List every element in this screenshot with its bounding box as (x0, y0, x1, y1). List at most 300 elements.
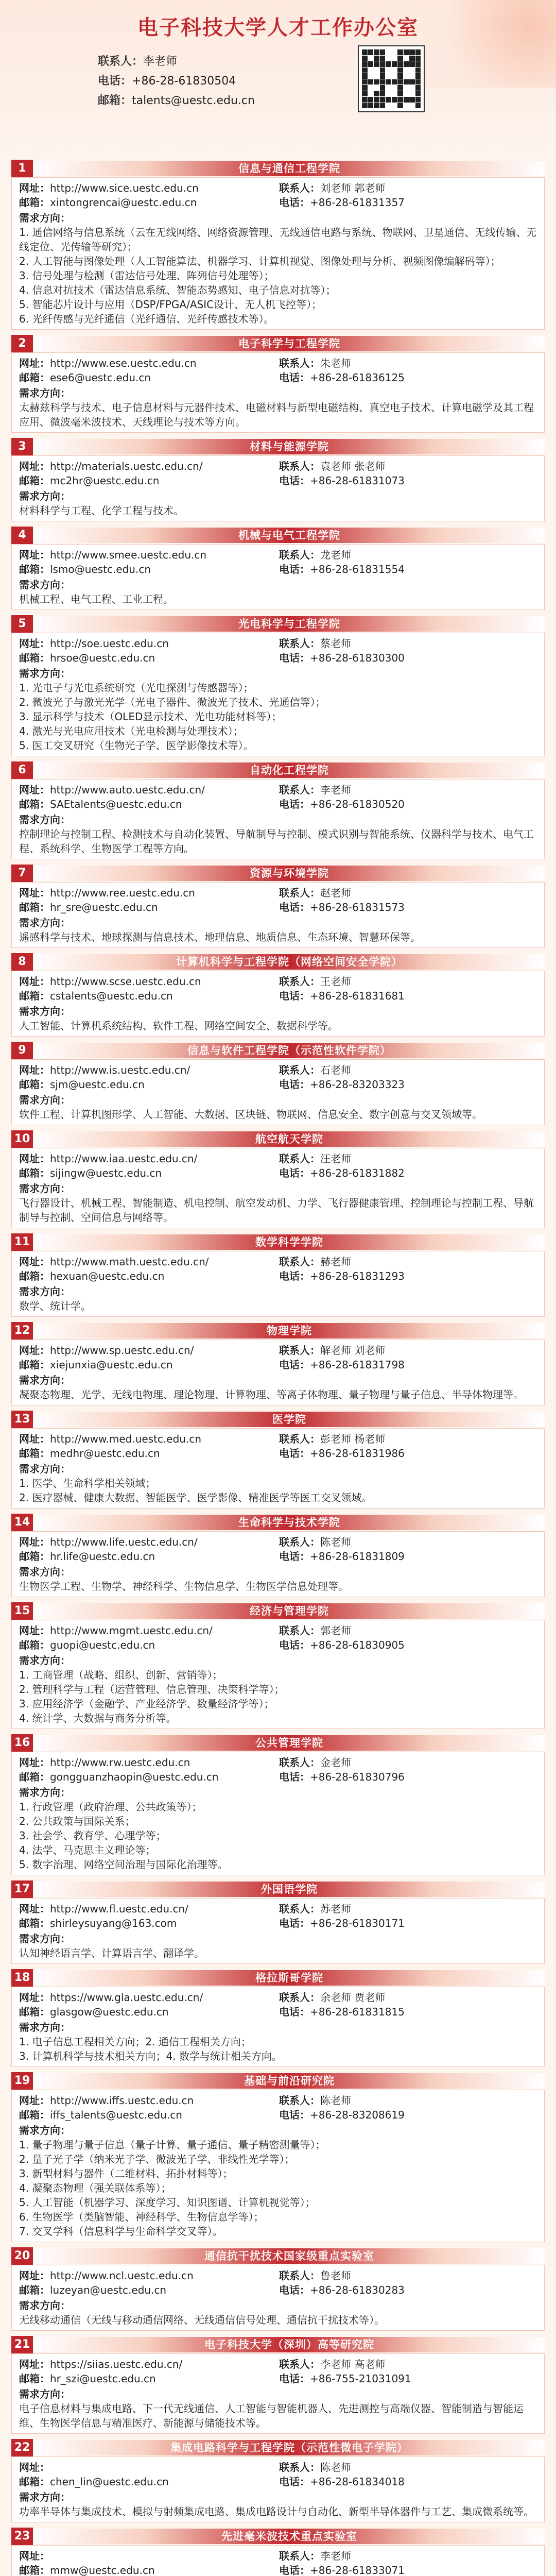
contact-line: 联系人：蔡老师 (279, 637, 351, 650)
email-line: 邮箱：iffs_talents@uestc.edu.cn (19, 2109, 182, 2121)
requirements: 需求方向： 功率半导体与集成技术、模拟与射频集成电路、集成电路设计与自动化、新型半导体器件与工艺、集成微系统等。 (19, 2490, 539, 2519)
email-link[interactable]: gongguanzhaopin@uestc.edu.cn (50, 1771, 219, 1783)
requirement-item: 2. 公共政策与国际关系； (19, 1815, 135, 1827)
info-row (19, 548, 539, 562)
section-header (11, 1880, 545, 1898)
requirements: 需求方向： 无线移动通信（无线与移动通信网络、无线通信信号处理、通信抗干扰技术等）。 (19, 2298, 539, 2327)
site-link[interactable]: http://www.fl.uestc.edu.cn/ (50, 1903, 188, 1915)
info-row (19, 1902, 539, 1916)
contact-line: 联系人：陈老师 (279, 2094, 351, 2107)
email-link[interactable]: medhr@uestc.edu.cn (50, 1447, 160, 1460)
section-title: 基础与前沿研究院 (244, 2075, 335, 2087)
section-13 (11, 1411, 545, 1509)
email-link[interactable]: ese6@uestc.edu.cn (50, 371, 151, 384)
section-header (11, 527, 545, 544)
site-line: 网址：http://www.fl.uestc.edu.cn/ (19, 1903, 188, 1915)
requirement-item: 6. 光纤传感与光纤通信（光纤通信、光纤传感技术等）。 (19, 313, 274, 325)
section-22 (11, 2439, 545, 2522)
info-row (19, 2475, 539, 2489)
section-number: 4 (11, 527, 33, 544)
contact-line: 联系人：刘老师 郭老师 (279, 182, 386, 194)
email-line: 邮箱：shirleysuyang@163.com (19, 1917, 177, 1929)
requirement-item: 3. 新型材料与器件（二维材料、拓扑材料等）； (19, 2167, 233, 2180)
contact-line: 联系人：李老师 (279, 2550, 351, 2562)
section-card (11, 1620, 545, 1729)
info-row (19, 1432, 539, 1446)
info-row (19, 181, 539, 195)
requirements: 需求方向： 飞行器设计、机械工程、智能制造、机电控制、航空发动机、力学、飞行器健康管理、控制理论与控制工程、导航制导与控制、空间信息与网络等。 (19, 1181, 539, 1225)
requirement-item: 1. 量子物理与量子信息（量子计算、量子通信、量子精密测量等）； (19, 2139, 326, 2151)
info-row (19, 1549, 539, 1564)
info-row (19, 1255, 539, 1269)
info-row (19, 651, 539, 665)
section-header (11, 2528, 545, 2545)
site-line: 网址：http://www.ree.uestc.edu.cn (19, 887, 195, 899)
section-header (11, 1514, 545, 1531)
site-link[interactable]: http://www.iffs.uestc.edu.cn (50, 2094, 194, 2107)
section-number: 19 (11, 2072, 33, 2090)
section-5 (11, 615, 545, 756)
section-card (11, 1340, 545, 1405)
requirement-item: 凝聚态物理、光学、无线电物理、理论物理、计算物理、等离子体物理、量子物理与量子信息、半导体物理等。 (19, 1388, 524, 1401)
site-link[interactable]: http://www.ncl.uestc.edu.cn (50, 2269, 194, 2282)
info-row (19, 1166, 539, 1180)
section-19 (11, 2072, 545, 2242)
email-link[interactable]: guopi@uestc.edu.cn (50, 1639, 155, 1651)
info-row (19, 989, 539, 1003)
email-link[interactable]: hr_sre@uestc.edu.cn (50, 901, 158, 913)
phone-line: 电话：+86-28-61831681 (279, 990, 405, 1002)
section-band (34, 1882, 545, 1897)
info-row (19, 1916, 539, 1930)
section-title: 信息与通信工程学院 (238, 162, 340, 175)
email-link[interactable]: hr.life@uestc.edu.cn (50, 1550, 155, 1563)
section-7 (11, 865, 545, 948)
site-line: 网址：https://siias.uestc.edu.cn/ (19, 2358, 183, 2370)
site-link[interactable]: http://www.is.uestc.edu.cn/ (50, 1064, 190, 1076)
requirement-item: 控制理论与控制工程、检测技术与自动化装置、导航制导与控制、模式识别与智能系统、仪器科学与技术、电气工程、系统科学、生物医学工程等方向。 (19, 828, 534, 855)
contact-line: 联系人：郭老师 (279, 1624, 351, 1637)
email-line: 邮箱：medhr@uestc.edu.cn (19, 1447, 160, 1460)
qr-code (358, 45, 425, 112)
section-card (11, 779, 545, 859)
section-list (0, 160, 556, 2576)
section-title: 材料与能源学院 (250, 440, 329, 453)
phone-line: 电话：+86-28-61834018 (279, 2476, 405, 2488)
section-number: 7 (11, 865, 33, 882)
section-band (34, 1131, 545, 1147)
section-number: 15 (11, 1602, 33, 1620)
site-line: 网址：http://www.rw.uestc.edu.cn (19, 1756, 190, 1769)
requirement-item: 1. 光电子与光电系统研究（光电探测与传感器等）； (19, 682, 254, 694)
requirement-item: 5. 医工交叉研究（生物光子学、医学影像技术等）。 (19, 739, 254, 752)
section-header (11, 1322, 545, 1340)
section-title: 经济与管理学院 (250, 1605, 329, 1617)
phone-line: 电话：+86-28-61831798 (279, 1359, 405, 1371)
site-line: 网址： (19, 2550, 50, 2562)
email-line: 邮箱：hr.life@uestc.edu.cn (19, 1550, 155, 1563)
email-line: 邮箱：hr_szi@uestc.edu.cn (19, 2372, 156, 2385)
contact-line: 联系人：苏老师 (279, 1903, 351, 1915)
email-line: 邮箱：lsmo@uestc.edu.cn (19, 563, 151, 575)
section-band (34, 616, 545, 632)
requirements: 需求方向： 1. 电子信息工程相关方向；2. 通信工程相关方向； 3. 计算机科学与技术相关方向；4. 数学与统计相关方向。 (19, 2020, 539, 2063)
section-header (11, 761, 545, 779)
requirements: 需求方向： 认知神经语言学、计算语言学、翻译学。 (19, 1931, 539, 1960)
section-header (11, 2336, 545, 2353)
info-row (19, 2268, 539, 2283)
section-title: 机械与电气工程学院 (238, 529, 340, 541)
section-title: 医学院 (272, 1413, 306, 1426)
info-row (19, 2108, 539, 2122)
requirement-item: 机械工程、电气工程、工业工程。 (19, 593, 173, 605)
section-number: 2 (11, 335, 33, 352)
requirements: 需求方向： 1. 通信网络与信息系统（云在无线网络、网络资源管理、无线通信电路与系统、物联网、卫星通信、无线传输、无线定位、光传输等研究）； 2. 人工智能与图像处理（人工智能算法、机器学习、计算机视觉、图像处理与分析、视频图像编解码等）； 3. 信号处理与检测（雷达信号处理、阵列信号处理等）； 4. 信息对抗技术（雷达信息系统、智能态势感知、电子信息对抗等）； 5. 智能芯片设计与应用（DSP/FPGA/ASIC设计、无人机飞控等）； 6. 光纤传感与光纤通信（光纤通信、光纤传感技术等）。 (19, 211, 539, 326)
contact-line: 联系人：袁老师 张老师 (279, 460, 386, 472)
email-line: 邮箱：luzeyan@uestc.edu.cn (19, 2284, 167, 2296)
section-card (11, 1752, 545, 1875)
requirements: 需求方向： 1. 量子物理与量子信息（量子计算、量子通信、量子精密测量等）； 2. 量子光子学（纳米光子学、微波光子学、非线性光学等）； 3. 新型材料与器件（二维材料、拓扑材料等）； 4. 凝聚态物理（强关联体系等）； 5. 人工智能（机器学习、深度学习、知识图谱、计算机视觉等）； 6. 生物医学（类脑智能、神经科学、生物信息学等）； 7. 交叉学科（信息科学与生命科学交叉等）。 (19, 2123, 539, 2239)
email-line: 邮箱：guopi@uestc.edu.cn (19, 1639, 155, 1651)
contact-line: 联系人：李老师 高老师 (279, 2358, 386, 2370)
contact-line: 联系人：赵老师 (279, 887, 351, 899)
site-line: 网址：http://www.iffs.uestc.edu.cn (19, 2094, 194, 2107)
requirements: 需求方向： 1. 工商管理（战略、组织、创新、营销等）； 2. 管理科学与工程（运营管理、信息管理、决策科学等）； 3. 应用经济学（金融学、产业经济学、数量经济学等）； 4. 统计学、大数据与商务分析等。 (19, 1653, 539, 1725)
phone-line: 电话：+86-28-61830796 (279, 1771, 405, 1783)
requirement-item: 软件工程、计算机图形学、人工智能、大数据、区块链、物联网、信息安全、数字创意与交叉领域等。 (19, 1108, 482, 1121)
phone-line: 电话：+86-28-61833071 (279, 2564, 405, 2576)
email-line: 邮箱：hr_sre@uestc.edu.cn (19, 901, 158, 913)
section-number: 20 (11, 2247, 33, 2265)
site-line: 网址： (19, 2461, 50, 2473)
phone-line: 电话：+86-28-61831573 (279, 901, 405, 913)
contact-line: 联系人：陈老师 (279, 2461, 351, 2473)
info-row (19, 1638, 539, 1652)
site-line: 网址：http://www.ese.uestc.edu.cn (19, 357, 197, 369)
requirements: 需求方向： 机械工程、电气工程、工业工程。 (19, 578, 539, 606)
section-3 (11, 438, 545, 521)
info-row (19, 2357, 539, 2371)
section-card (11, 1148, 545, 1228)
site-line: 网址：http://www.smee.uestc.edu.cn (19, 549, 207, 561)
phone-line: 电话：+86-28-61831357 (279, 196, 405, 209)
site-link[interactable]: http://www.smee.uestc.edu.cn (50, 549, 207, 561)
info-row (19, 1358, 539, 1372)
email-link[interactable]: shirleysuyang@163.com (50, 1917, 177, 1929)
section-number: 14 (11, 1514, 33, 1531)
email-link[interactable]: mc2hr@uestc.edu.cn (50, 474, 160, 487)
site-link[interactable]: http://www.life.uestc.edu.cn/ (50, 1536, 198, 1548)
section-header (11, 1411, 545, 1428)
section-band (34, 1323, 545, 1338)
section-2 (11, 335, 545, 433)
section-title: 物理学院 (267, 1325, 312, 1337)
section-band (34, 1603, 545, 1619)
section-card (11, 2353, 545, 2434)
requirements: 需求方向： 遥感科学与技术、地球探测与信息技术、地理信息、地质信息、生态环境、智慧环保等。 (19, 916, 539, 944)
requirement-item: 4. 激光与光电应用技术（光电检测与处理技术）； (19, 725, 244, 737)
section-title: 信息与软件工程学院（示范性软件学院） (187, 1044, 391, 1057)
contact-line: 联系人：赫老师 (279, 1256, 351, 1268)
section-number: 22 (11, 2439, 33, 2456)
requirements: 需求方向： 凝聚态物理、光学、无线电物理、理论物理、计算物理、等离子体物理、量子物理与量子信息、半导体物理等。 (19, 1373, 539, 1402)
site-line: 网址：http://www.med.uestc.edu.cn (19, 1433, 202, 1445)
site-link[interactable]: http://www.sice.uestc.edu.cn (50, 182, 199, 194)
section-header (11, 1602, 545, 1620)
requirement-item: 1. 医学、生命科学相关领域； (19, 1477, 156, 1489)
section-card (11, 971, 545, 1037)
section-card (11, 633, 545, 756)
info-row (19, 797, 539, 811)
info-row (19, 1269, 539, 1283)
requirement-item: 3. 显示科学与技术（OLED显示技术、光电功能材料等）； (19, 710, 282, 723)
section-card (11, 1531, 545, 1597)
section-title: 先进毫米波技术重点实验室 (221, 2530, 357, 2543)
requirement-item: 飞行器设计、机械工程、智能制造、机电控制、航空发动机、力学、飞行器健康管理、控制理论与控制工程、导航制导与控制、空间信息与网络等。 (19, 1197, 534, 1224)
email-link[interactable]: cstalents@uestc.edu.cn (50, 990, 173, 1002)
email-link[interactable]: iffs_talents@uestc.edu.cn (50, 2109, 182, 2121)
email-link[interactable]: chen_lin@uestc.edu.cn (50, 2476, 169, 2488)
section-title: 数学科学学院 (255, 1236, 323, 1248)
section-number: 5 (11, 615, 33, 633)
requirement-item: 2. 医疗器械、健康大数据、智能医学、医学影像、精准医学等医工交叉领域。 (19, 1492, 372, 1504)
section-header (11, 1130, 545, 1148)
section-band (34, 762, 545, 778)
requirement-item: 3. 应用经济学（金融学、产业经济学、数量经济学等）； (19, 1698, 274, 1710)
requirement-item: 数学、统计学。 (19, 1300, 91, 1312)
site-link[interactable]: http://www.ese.uestc.edu.cn (50, 357, 197, 369)
requirement-item: 4. 统计学、大数据与商务分析等。 (19, 1712, 177, 1724)
email-line: 邮箱：SAEtalents@uestc.edu.cn (19, 798, 182, 810)
requirement-item: 5. 数字治理、网络空间治理与国际化治理等。 (19, 1858, 228, 1871)
info-row (19, 473, 539, 488)
section-6 (11, 761, 545, 859)
requirement-item: 人工智能、计算机系统结构、软件工程、网络空间安全、数据科学等。 (19, 1020, 338, 1032)
section-card (11, 1987, 545, 2067)
section-10 (11, 1130, 545, 1228)
section-band (34, 528, 545, 543)
requirement-item: 2. 量子光子学（纳米光子学、微波光子学、非线性光学等）； (19, 2153, 295, 2165)
requirements: 需求方向： 控制理论与控制工程、检测技术与自动化装置、导航制导与控制、模式识别与智能系统、仪器科学与技术、电气工程、系统科学、生物医学工程等方向。 (19, 812, 539, 856)
site-line: 网址：http://www.ncl.uestc.edu.cn (19, 2269, 194, 2282)
section-number: 11 (11, 1233, 33, 1251)
section-title: 通信抗干扰技术国家级重点实验室 (204, 2250, 374, 2262)
site-link[interactable]: http://materials.uestc.edu.cn/ (50, 460, 203, 472)
section-card (11, 2090, 545, 2242)
email-link[interactable]: hexuan@uestc.edu.cn (50, 1270, 165, 1282)
phone-line: 电话：+86-28-83203323 (279, 1078, 405, 1091)
site-line: 网址：http://materials.uestc.edu.cn/ (19, 460, 203, 472)
requirement-item: 5. 智能芯片设计与应用（DSP/FPGA/ASIC设计、无人机飞控等）； (19, 298, 322, 311)
site-link[interactable]: http://www.auto.uestc.edu.cn/ (50, 784, 205, 796)
email-link[interactable]: hrsoe@uestc.edu.cn (50, 652, 155, 664)
section-card (11, 882, 545, 948)
email-link[interactable]: sjm@uestc.edu.cn (50, 1078, 145, 1091)
contact-line: 联系人：李老师 (279, 784, 351, 796)
phone-line: 电话：+86-28-61831882 (279, 1167, 405, 1179)
section-number: 6 (11, 761, 33, 779)
section-card (11, 177, 545, 330)
section-card (11, 352, 545, 433)
email-link[interactable]: SAEtalents@uestc.edu.cn (50, 798, 182, 810)
email-line: 邮箱：chen_lin@uestc.edu.cn (19, 2476, 169, 2488)
requirement-item: 6. 生物医学（类脑智能、神经科学、生物信息学等）； (19, 2211, 264, 2223)
phone-line: 电话：+86-28-61830520 (279, 798, 405, 810)
email-link[interactable]: lsmo@uestc.edu.cn (50, 563, 151, 575)
info-row (19, 1755, 539, 1770)
info-row (19, 783, 539, 797)
section-band (34, 439, 545, 454)
site-link[interactable]: http://www.ree.uestc.edu.cn (50, 887, 195, 899)
info-row (19, 562, 539, 577)
phone-line: 电话：+86-28-61836125 (279, 371, 405, 384)
site-line: 网址：http://www.is.uestc.edu.cn/ (19, 1064, 190, 1076)
email-link[interactable]: xintongrencai@uestc.edu.cn (50, 196, 197, 209)
requirement-item: 4. 法学、马克思主义理论等； (19, 1844, 156, 1856)
contact-person: 联系人：李老师 (98, 55, 178, 68)
page-title: 电子科技大学人才工作办公室 (137, 16, 419, 40)
requirement-item: 1. 通信网络与信息系统（云在无线网络、网络资源管理、无线通信电路与系统、物联网、卫星通信、无线传输、无线定位、光传输等研究）； (19, 226, 537, 253)
site-link[interactable]: http://www.med.uestc.edu.cn (50, 1433, 202, 1445)
section-band (34, 1043, 545, 1058)
section-band (34, 2073, 545, 2089)
requirement-item: 1. 工商管理（战略、组织、创新、营销等）； (19, 1669, 223, 1681)
section-number: 9 (11, 1042, 33, 1059)
phone-line: 电话：+86-28-61831293 (279, 1270, 405, 1282)
requirement-item: 4. 凝聚态物理（强关联体系等）； (19, 2182, 171, 2194)
phone-line: 电话：+86-28-61830171 (279, 1917, 405, 1929)
requirements: 需求方向： 数学、统计学。 (19, 1284, 539, 1313)
info-row (19, 356, 539, 370)
section-20 (11, 2247, 545, 2331)
info-row (19, 1063, 539, 1077)
site-link[interactable]: http://www.rw.uestc.edu.cn (50, 1756, 190, 1769)
section-card (11, 2265, 545, 2331)
section-header (11, 2247, 545, 2265)
email-line: 邮箱：xintongrencai@uestc.edu.cn (19, 196, 197, 209)
section-title: 航空航天学院 (255, 1133, 323, 1145)
contact-line: 联系人：王老师 (279, 975, 351, 988)
site-line: 网址：http://www.scse.uestc.edu.cn (19, 975, 201, 988)
section-band (34, 954, 545, 970)
email-line: 邮箱：mc2hr@uestc.edu.cn (19, 474, 160, 487)
requirement-item: 7. 交叉学科（信息科学与生命科学交叉等）。 (19, 2225, 223, 2238)
info-row (19, 2005, 539, 2019)
site-link[interactable]: http://www.scse.uestc.edu.cn (50, 975, 201, 988)
info-row (19, 1077, 539, 1092)
contact-line: 联系人：陈老师 (279, 1536, 351, 1548)
section-title: 集成电路科学与工程学院（示范性微电子学院） (170, 2442, 408, 2454)
requirement-item: 3. 信号处理与检测（雷达信号处理、阵列信号处理等）； (19, 269, 274, 282)
section-header (11, 1042, 545, 1059)
requirements: 需求方向： 软件工程、计算机图形学、人工智能、大数据、区块链、物联网、信息安全、数字创意与交叉领域等。 (19, 1093, 539, 1122)
section-title: 格拉斯哥学院 (255, 1972, 323, 1984)
section-number: 16 (11, 1734, 33, 1752)
phone-line: 电话：+86-28-61831815 (279, 2006, 405, 2018)
section-title: 光电科学与工程学院 (238, 618, 340, 630)
info-row (19, 2093, 539, 2108)
info-row (19, 1446, 539, 1461)
phone-line: 电话：+86-28-61830905 (279, 1639, 405, 1651)
contact-line: 联系人：朱老师 (279, 357, 351, 369)
requirement-item: 无线移动通信（无线与移动通信网络、无线通信信号处理、通信抗干扰技术等）。 (19, 2314, 385, 2326)
section-21 (11, 2336, 545, 2434)
section-title: 外国语学院 (261, 1883, 318, 1895)
site-link[interactable]: http://www.math.uestc.edu.cn/ (50, 1256, 209, 1268)
info-row (19, 1623, 539, 1638)
email-line: 邮箱：glasgow@uestc.edu.cn (19, 2006, 169, 2018)
email-link[interactable]: glasgow@uestc.edu.cn (50, 2006, 169, 2018)
section-number: 18 (11, 1969, 33, 1987)
requirement-item: 电子信息材料与集成电路、下一代无线通信、人工智能与智能机器人、先进测控与高端仪器、智能制造与智能运维、生物医学信息与精准医疗、新能源与储能技术等。 (19, 2402, 524, 2429)
section-header (11, 335, 545, 352)
section-title: 计算机科学与工程学院（网络空间安全学院） (176, 956, 403, 968)
section-number: 23 (11, 2528, 33, 2545)
site-link[interactable]: https://www.gla.uestc.edu.cn/ (50, 1991, 203, 2004)
section-card (11, 2545, 545, 2576)
requirement-item: 功率半导体与集成技术、模拟与射频集成电路、集成电路设计与自动化、新型半导体器件与工艺、集成微系统等。 (19, 2505, 534, 2518)
email-line: 邮箱：hexuan@uestc.edu.cn (19, 1270, 165, 1282)
section-11 (11, 1233, 545, 1317)
section-8 (11, 953, 545, 1037)
email-link[interactable]: xiejunxia@uestc.edu.cn (50, 1359, 173, 1371)
section-band (34, 1970, 545, 1986)
site-line: 网址：http://soe.uestc.edu.cn (19, 637, 169, 650)
section-band (34, 1234, 545, 1250)
section-header (11, 953, 545, 971)
site-link[interactable]: http://www.iaa.uestc.edu.cn/ (50, 1153, 198, 1165)
info-row (19, 900, 539, 914)
section-header (11, 615, 545, 633)
requirements: 需求方向： 1. 医学、生命科学相关领域； 2. 医疗器械、健康大数据、智能医学、医学影像、精准医学等医工交叉领域。 (19, 1462, 539, 1505)
section-header (11, 1734, 545, 1752)
contact-line: 联系人：汪老师 (279, 1153, 351, 1165)
requirement-item: 2. 管理科学与工程（运营管理、信息管理、决策科学等）； (19, 1683, 285, 1696)
email-line: 邮箱：hrsoe@uestc.edu.cn (19, 652, 155, 664)
section-1 (11, 160, 545, 330)
email-link[interactable]: mmw@uestc.edu.cn (50, 2564, 155, 2576)
info-row (19, 1343, 539, 1358)
section-header (11, 1233, 545, 1251)
requirement-item: 3. 社会学、教育学、心理学等； (19, 1829, 166, 1842)
site-line: 网址：http://www.mgmt.uestc.edu.cn/ (19, 1624, 213, 1637)
requirement-item: 2. 人工智能与图像处理（人工智能算法、机器学习、计算机视觉、图像处理与分析、视频图像编解码等）； (19, 255, 501, 267)
section-title: 电子科学与工程学院 (238, 337, 340, 350)
section-23 (11, 2528, 545, 2576)
requirements: 需求方向： 材料科学与工程、化学工程与技术。 (19, 489, 539, 518)
contact-line: 联系人：石老师 (279, 1064, 351, 1076)
section-header (11, 438, 545, 455)
email-link[interactable]: hr_szi@uestc.edu.cn (50, 2372, 156, 2385)
site-link[interactable]: https://siias.uestc.edu.cn/ (50, 2358, 183, 2370)
section-title: 资源与环境学院 (250, 867, 329, 879)
requirement-item: 材料科学与工程、化学工程与技术。 (19, 504, 184, 517)
site-link[interactable]: http://soe.uestc.edu.cn (50, 637, 169, 650)
email-link[interactable]: luzeyan@uestc.edu.cn (50, 2284, 167, 2296)
site-link[interactable]: http://www.mgmt.uestc.edu.cn/ (50, 1624, 213, 1637)
info-row (19, 1151, 539, 1166)
site-link[interactable]: http://www.sp.uestc.edu.cn/ (50, 1344, 194, 1357)
section-4 (11, 527, 545, 610)
email-link[interactable]: sijingw@uestc.edu.cn (50, 1167, 162, 1179)
info-row (19, 1535, 539, 1549)
contact-line: 联系人：鲁老师 (279, 2269, 351, 2282)
requirement-item: 1. 电子信息工程相关方向；2. 通信工程相关方向； (19, 2036, 251, 2048)
requirements: 需求方向： 人工智能、计算机系统结构、软件工程、网络空间安全、数据科学等。 (19, 1004, 539, 1033)
section-16 (11, 1734, 545, 1875)
section-number: 21 (11, 2336, 33, 2353)
contact-line: 联系人：余老师 贾老师 (279, 1991, 386, 2004)
